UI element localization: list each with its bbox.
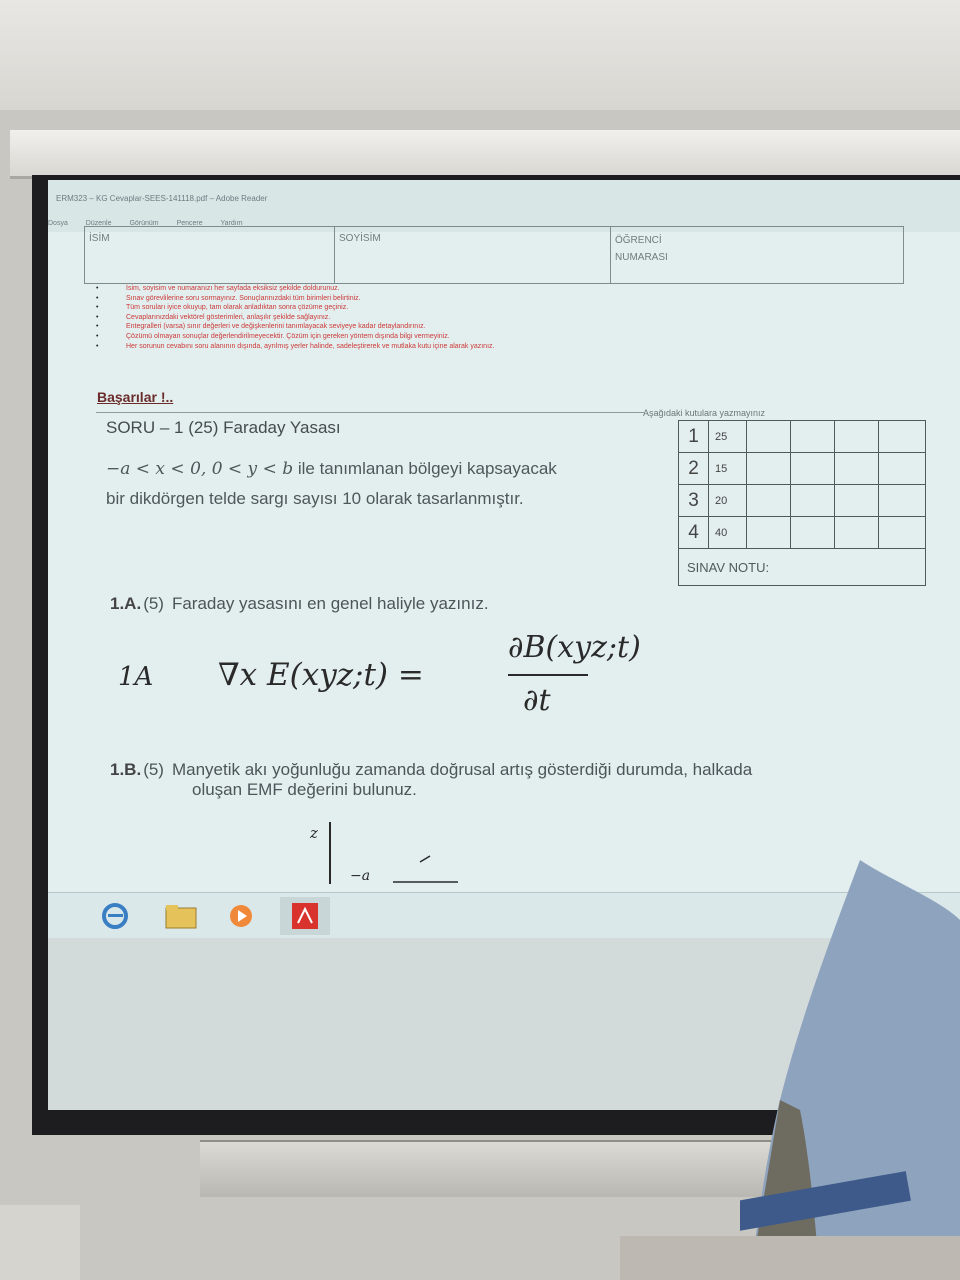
isim-cell: İSİM bbox=[85, 227, 335, 283]
score-row: 1 25 bbox=[679, 421, 925, 453]
ogrenci-no-cell: ÖĞRENCİ NUMARASI bbox=[615, 235, 668, 263]
adobe-reader-icon bbox=[290, 901, 320, 931]
file-explorer-icon bbox=[164, 902, 198, 930]
menu-pencere[interactable]: Pencere bbox=[176, 220, 203, 227]
rule-item: • İsim, soyisim ve numaranızı her sayfada eksiksiz şekilde doldurunuz. bbox=[96, 284, 736, 294]
score-row: 4 40 bbox=[679, 517, 925, 549]
handwritten-z-label: z bbox=[310, 824, 318, 842]
menu-duzenle[interactable]: Düzenle bbox=[85, 220, 112, 227]
question-math: −a < x < 0, 0 < y < b bbox=[106, 459, 294, 479]
ceiling bbox=[0, 0, 960, 110]
question-1b: 1.B. (5) Manyetik akı yoğunluğu zamanda doğrusal artış gösterdiği durumda, halkada oluşan EMF değerini bulunuz. bbox=[110, 760, 753, 799]
rule-item: • Tüm soruları iyice okuyup, tam olarak anladıktan sonra çözüme geçiniz. bbox=[96, 303, 736, 313]
wall-notice bbox=[0, 1205, 80, 1280]
handwritten-lhs: ∇x E(xyz;t) = bbox=[218, 657, 424, 693]
sketch-tick bbox=[420, 856, 430, 862]
basarilar-heading: Başarılar !.. bbox=[97, 389, 174, 405]
person-silhouette bbox=[740, 860, 960, 1280]
desk bbox=[620, 1236, 960, 1280]
score-caption: Aşağıdaki kutulara yazmayınız bbox=[643, 408, 766, 418]
question-text: −a < x < 0, 0 < y < b ile tanımlanan bölgeyi kapsayacak bir dikdörgen telde sargı sayısı 10 olarak tasarlanmıştır. bbox=[106, 459, 557, 508]
internet-explorer-button[interactable] bbox=[90, 897, 140, 935]
question-1a: 1.A. (5) Faraday yasasını en genel haliyle yazınız. bbox=[110, 594, 489, 613]
rule-item: • Cevaplarınızdaki vektörel gösterimleri, anlaşılır şekilde sağlayınız. bbox=[96, 313, 736, 323]
handwritten-denominator: ∂t bbox=[523, 683, 551, 718]
internet-explorer-icon bbox=[100, 901, 130, 931]
handwritten-1a-label: 1A bbox=[118, 662, 154, 692]
rule-item: • Çözümü olmayan sonuçlar değerlendirilmeyecektir. Çözüm için gereken yöntem dışında bilgi vermeyiniz. bbox=[96, 332, 736, 342]
window-title: ERM323 – KG Cevaplar-SEES-141118.pdf – Adobe Reader bbox=[56, 194, 268, 203]
adobe-reader-button[interactable] bbox=[280, 897, 330, 935]
file-explorer-button[interactable] bbox=[156, 897, 206, 935]
rule-item: • Sınav görevlilerine soru sormayınız. Sonuçlarınızdaki tüm birimleri belirtiniz. bbox=[96, 294, 736, 304]
projector-screen-housing bbox=[10, 130, 960, 179]
handwritten-minus-a: −a bbox=[350, 868, 371, 884]
rule-item: • Her sorunun cevabını soru alanının dışında, ayrılmış yerler halinde, sadeleştirerek ve mutlaka kutu içine alarak yazınız. bbox=[96, 342, 736, 352]
media-player-icon bbox=[228, 903, 254, 929]
rule-item: • Entegralleri (varsa) sınır değerleri ve değişkenlerini tanımlayacak seviyeye kadar detaylandırınız. bbox=[96, 322, 736, 332]
menu-yardim[interactable]: Yardım bbox=[220, 220, 243, 227]
score-row: 3 20 bbox=[679, 485, 925, 517]
media-player-button[interactable] bbox=[216, 897, 266, 935]
menu-dosya[interactable]: Dosya bbox=[48, 220, 68, 227]
menu-gorunum[interactable]: Görünüm bbox=[129, 220, 159, 227]
handwritten-numerator: ∂B(xyz;t) bbox=[508, 630, 641, 665]
soyisim-cell: SOYİSİM bbox=[335, 227, 611, 283]
question-title: SORU – 1 (25) Faraday Yasası bbox=[106, 418, 341, 437]
pdf-document-page bbox=[48, 232, 960, 892]
sinav-notu-label: SINAV NOTU: bbox=[687, 559, 770, 575]
score-row: 2 15 bbox=[679, 453, 925, 485]
